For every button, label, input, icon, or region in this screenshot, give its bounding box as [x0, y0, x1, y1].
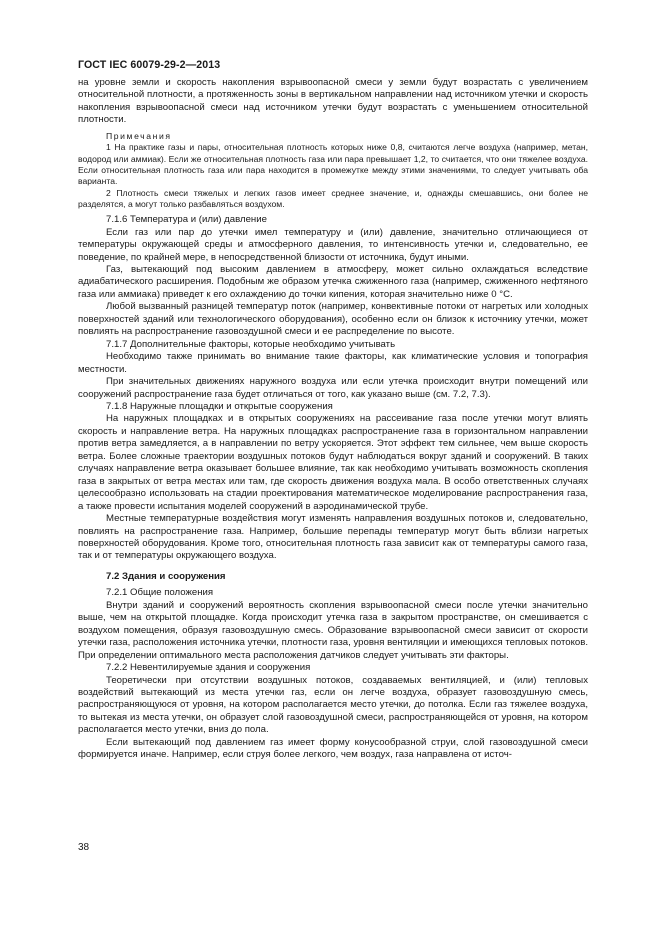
section-heading-7-1-8: 7.1.8 Наружные площадки и открытые сооружения	[106, 401, 333, 413]
paragraph: Теоретически при отсутствии воздушных потоков, создаваемых вентиляцией, и (или) тепловых воздействий вытекающий из места утечки газ, если он легче воздуха, образует газовоздушную смесь, распространяющуюся от уровня, на котором располагается место утечки, до потолка. Если газ тяжелее воздуха, то вытекая из места утечки, он образует слой газовоздушной смеси, распространяющейся от уровня, на котором располагается место утечки, вниз до пола.	[78, 674, 588, 736]
paragraph: на уровне земли и скорость накопления взрывоопасной смеси у земли будут возрастать с увеличением относительной плотности, а протяженность зоны в вертикальном направлении над источником утечки и скорость накопления взрывоопасной смеси над источником утечки будут возрастать с уменьшением относительной плотности.	[78, 77, 588, 126]
paragraph: На наружных площадках и в открытых сооружениях на рассеивание газа после утечки могут влиять скорость и направление ветра. На наружных площадках распространение газа в горизонтальном направлении против ветра замедляется, а в направлении по ветру ускоряется. Этот эффект тем сильнее, чем выше скорость ветра. Более сложные траектории воздушных потоков будут наблюдаться вокруг зданий и сооружений. В таких случаях направление ветра оказывает большее влияние, так как необходимо учитывать возможность скопления газа в закрытых от ветра местах или там, где скорость движения воздуха мала. В особо ответственных случаях целесообразно использовать на стадии проектирования математическое моделирование распространения газа, а также провести испытания моделей сооружений в аэродинамической трубе.	[78, 413, 588, 512]
page-number: 38	[78, 842, 90, 853]
section-heading-7-2: 7.2 Здания и сооружения	[106, 570, 226, 582]
paragraph: Любой вызванный разницей температур поток (например, конвективные потоки от нагретых или холодных поверхностей зданий или технологического оборудования), особенно если он близок к источнику утечки, может повлиять на распространение газовоздушной смеси и ее распределение по высоте.	[78, 301, 588, 338]
paragraph: Внутри зданий и сооружений вероятность скопления взрывоопасной смеси после утечки значительно выше, чем на открытой площадке. Когда происходит утечка газа в закрытом пространстве, он смешивается с воздухом помещения, образуя газовоздушную смесь. Образование взрывоопасной смеси зависит от скорости утечки газа, расположения источника утечки, плотности газа, уровня вентиляции и имеющихся тепловых потоков. При определении оптимального места расположения датчиков следует учитывать эти факторы.	[78, 599, 588, 661]
document-header: ГОСТ IEC 60079-29-2—2013	[78, 59, 221, 71]
note-2: 2 Плотность смеси тяжелых и легких газов имеет среднее значение, и, однажды смешавшись, они более не разделятся, а могут только разбавляться воздухом.	[78, 187, 588, 209]
paragraph: Необходимо также принимать во внимание такие факторы, как климатические условия и топография местности.	[78, 351, 588, 375]
note-1: 1 На практике газы и пары, относительная плотность которых ниже 0,8, считаются легче воздуха (например, метан, водород или аммиак). Если же относительная плотность газа или пара превышает 1,2, то считается, что они тяжелее воздуха. Если относительная плотность газа или пара находится в промежутке между этими значениями, то следует учитывать оба варианта.	[78, 142, 588, 187]
paragraph: Газ, вытекающий под высоким давлением в атмосферу, может сильно охлаждаться вследствие адиабатического расширения. Подобным же образом утечка сжиженного газа (например, сжиженного нефтяного газа или аммиака) приведет к его охлаждению до точки кипения, которая значительно ниже 0 °С.	[78, 264, 588, 300]
notes-title: Примечания	[106, 130, 172, 141]
page-content	[78, 77, 588, 762]
section-heading-7-2-1: 7.2.1 Общие положения	[106, 587, 214, 599]
section-heading-7-1-7: 7.1.7 Дополнительные факторы, которые необходимо учитывать	[106, 338, 396, 350]
paragraph: При значительных движениях наружного воздуха или если утечка происходит внутри помещений или сооружений распространение газа будет отличаться от того, как указано выше (см. 7.2, 7.3).	[78, 376, 588, 400]
paragraph: Если вытекающий под давлением газ имеет форму конусообразной струи, слой газовоздушной смеси формируется иначе. Например, если струя более легкого, чем воздух, газа направлена от источ-	[78, 736, 588, 761]
paragraph: Местные температурные воздействия могут изменять направления воздушных потоков и, следовательно, повлиять на распространение газа. Например, большие перепады температур могут быть вблизи нагретых поверхностей оборудования. Кроме того, относительная плотность газа зависит как от температуры самого газа, так и от температуры окружающего воздуха.	[78, 513, 588, 562]
section-heading-7-2-2: 7.2.2 Невентилируемые здания и сооружения	[106, 662, 311, 674]
paragraph: Если газ или пар до утечки имел температуру и (или) давление, значительно отличающиеся от температуры окружающей среды и атмосферного давления, то интенсивность утечки и, следовательно, ее поведение, по крайней мере, в непосредственной близости от источника, будут иными.	[78, 226, 588, 263]
section-heading-7-1-6: 7.1.6 Температура и (или) давление	[106, 214, 267, 226]
